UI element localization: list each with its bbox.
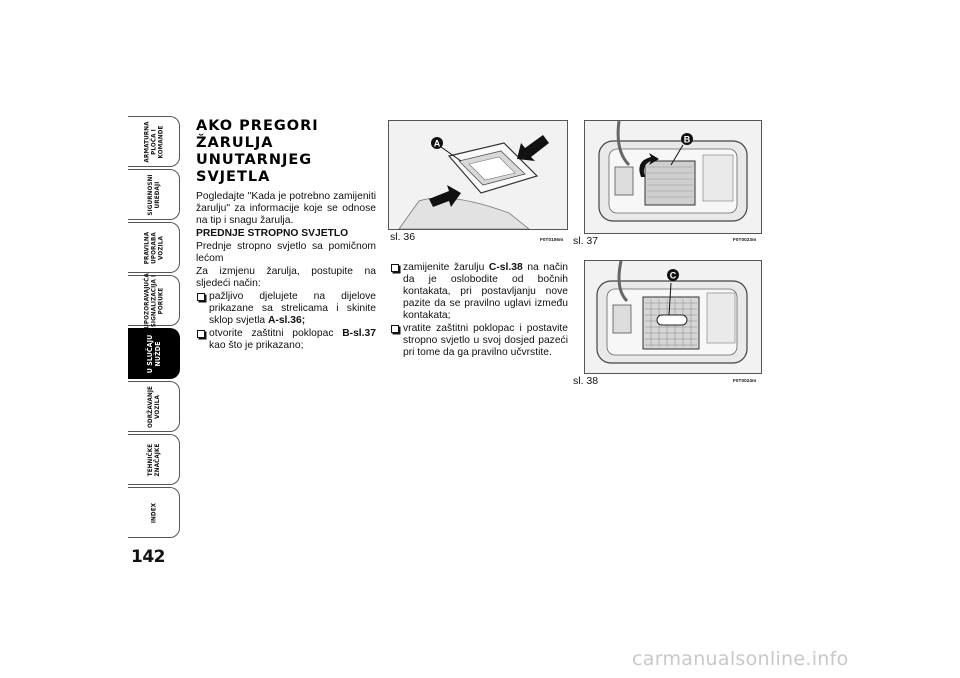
figure-code: F0T0106m <box>540 237 564 242</box>
text-column-1 <box>196 118 376 352</box>
protective-cover-illustration <box>585 121 761 233</box>
lamp-assembly-illustration <box>389 121 567 229</box>
tab-sigurnosni-uredaji[interactable] <box>128 169 180 220</box>
figure-reference: B-sl.37 <box>342 328 376 339</box>
checkbox-bullet-icon <box>391 325 399 333</box>
tab-upozoravajuca-signalizacija[interactable] <box>128 272 180 329</box>
subheading: PREDNJE STROPNO SVJETLO <box>196 228 349 239</box>
section-heading: AKO PREGORI ŽARULJA UNUTARNJEG SVJETLA <box>196 118 319 185</box>
list-item <box>390 262 568 322</box>
list-item <box>196 328 376 352</box>
tab-label: UPOZORAVAJUĆA SIGNALIZACIJA I PORUKE <box>143 272 164 329</box>
text-column-2 <box>390 261 568 359</box>
paragraph-2: Za izmjenu žarulja, postupite na sljedeći način: <box>196 266 376 289</box>
tab-label: U SLUČAJU NUŽDE <box>145 334 162 373</box>
paragraph-1: Prednje stropno svjetlo sa pomičnom lećom <box>196 241 376 264</box>
tab-tehnicke-znacajke[interactable] <box>128 434 180 485</box>
figure-caption: sl. 38 <box>573 375 599 387</box>
tab-odrzavanje-vozila[interactable] <box>128 381 180 432</box>
figure-reference: A-sl.36; <box>267 315 306 326</box>
figure-caption: sl. 36 <box>390 231 416 243</box>
checkbox-bullet-icon <box>391 264 399 272</box>
watermark: carmanualsonline.info <box>632 648 849 670</box>
bulb-replacement-illustration <box>585 261 761 373</box>
bullet-text: otvorite zaštitni poklopac <box>209 328 343 339</box>
figure-code: F0T0023m <box>733 237 757 242</box>
tab-armaturna-ploca[interactable] <box>128 116 180 167</box>
figure-36-image <box>388 120 568 230</box>
bullet-text-after: kao što je prikazano; <box>209 340 304 351</box>
bullet-text-after: na način da je oslobodite od bočnih kontakata, pri postavljanju nove pazite da se pravilno uglavi između kontakata; <box>403 262 568 321</box>
list-item <box>390 323 568 359</box>
list-item <box>196 291 376 327</box>
tab-label: SIGURNOSNI UREĐAJI <box>146 173 161 216</box>
checkbox-bullet-icon <box>197 330 205 338</box>
figure-37-image <box>584 120 762 234</box>
tab-label: ARMATURNA PLOČA I KOMANDE <box>143 120 164 163</box>
intro-paragraph: Pogledajte "Kada je potrebno zamijeniti žarulju" za informacije koje se odnose na tip i snagu žarulja. <box>196 191 376 226</box>
tab-label: PRAVILNA UPORABA VOZILA <box>143 231 164 264</box>
tab-pravilna-uporaba[interactable] <box>128 222 180 273</box>
tab-u-slucaju-nuzde[interactable] <box>128 328 180 379</box>
marker-label: C <box>669 270 677 281</box>
figure-caption: sl. 37 <box>573 235 599 247</box>
figure-38-image <box>584 260 762 374</box>
marker-label: B <box>683 134 691 145</box>
checkbox-bullet-icon <box>197 293 205 301</box>
figure-reference: C-sl.38 <box>488 262 523 273</box>
figure-code: F0T0024m <box>733 378 757 383</box>
bullet-text: pažljivo djelujete na dijelove prikazane sa strelicama i skinite sklop svjetla <box>209 291 376 326</box>
bullet-text: zamijenite žarulju <box>403 262 489 273</box>
marker-label: A <box>433 138 441 149</box>
tab-label: INDEX <box>150 502 157 523</box>
page-number: 142 <box>131 547 165 567</box>
bullet-text: vratite zaštitni poklopac i postavite stropno svjetlo u svoj dosjed pazeći pri tome da ga pravilno učvrstite. <box>403 323 568 358</box>
tab-label: TEHNIČKE ZNAČAJKE <box>146 443 161 476</box>
tab-label: ODRŽAVANJE VOZILA <box>146 385 161 428</box>
tab-index[interactable] <box>128 487 180 538</box>
